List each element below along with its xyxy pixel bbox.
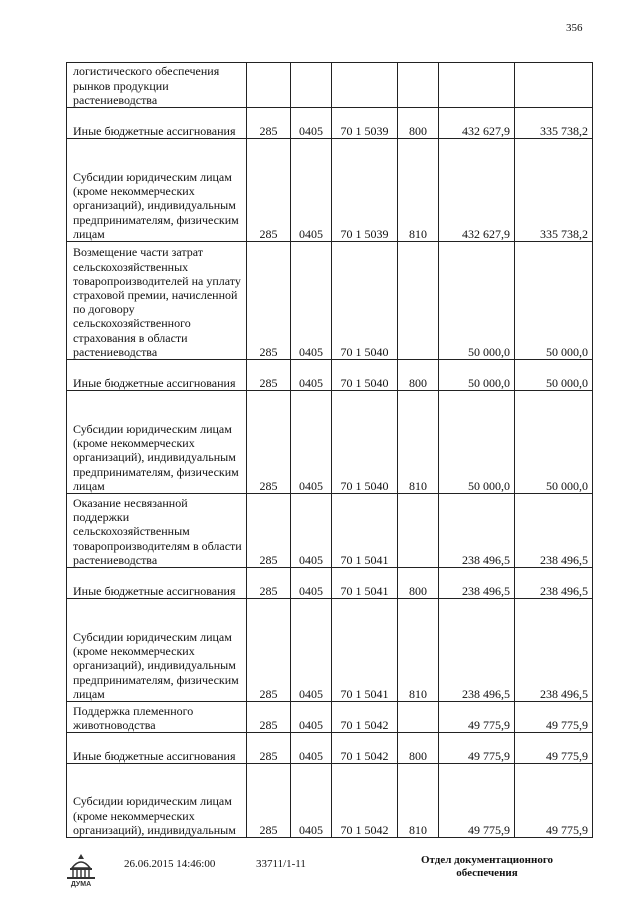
row-csr: 70 1 5040: [332, 242, 398, 360]
table-row: [67, 242, 593, 360]
row-ved: 285: [247, 108, 291, 139]
row-name: Иные бюджетные ассигнования: [67, 568, 247, 599]
row-ved: 285: [247, 599, 291, 702]
table-row: [67, 494, 593, 568]
row-rz: 0405: [291, 242, 332, 360]
duma-emblem-icon: [62, 852, 100, 888]
row-vr: 800: [398, 108, 439, 139]
row-ved: 285: [247, 360, 291, 391]
row-sum2: 335 738,2: [515, 139, 593, 242]
footer-department: Отдел документационного обеспечения: [420, 854, 554, 879]
row-ved: 285: [247, 242, 291, 360]
row-sum1: 49 775,9: [439, 733, 515, 764]
row-sum1: 50 000,0: [439, 360, 515, 391]
row-rz: 0405: [291, 391, 332, 494]
row-ved: 285: [247, 733, 291, 764]
row-name: Субсидии юридическим лицам (кроме некоммерческих организаций), индивидуальным предпринимателям, физическим лицам: [67, 599, 247, 702]
row-vr: [398, 242, 439, 360]
row-sum1: [439, 63, 515, 108]
row-name: логистического обеспечения рынков продукции растениеводства: [67, 63, 247, 108]
row-vr: [398, 494, 439, 568]
row-name: Оказание несвязанной поддержки сельскохозяйственным товаропроизводителям в области растениеводства: [67, 494, 247, 568]
row-sum1: 49 775,9: [439, 702, 515, 733]
row-sum2: 238 496,5: [515, 599, 593, 702]
footer-doc-code: 33711/1-11: [256, 858, 306, 870]
row-sum2: 49 775,9: [515, 733, 593, 764]
row-sum1: 238 496,5: [439, 599, 515, 702]
row-rz: 0405: [291, 568, 332, 599]
row-ved: 285: [247, 494, 291, 568]
row-vr: 810: [398, 764, 439, 838]
row-vr: 810: [398, 391, 439, 494]
budget-table: [66, 62, 593, 838]
row-rz: 0405: [291, 764, 332, 838]
emblem-text: ДУМА: [70, 881, 92, 888]
row-ved: 285: [247, 568, 291, 599]
row-rz: 0405: [291, 139, 332, 242]
row-csr: 70 1 5040: [332, 391, 398, 494]
row-ved: 285: [247, 139, 291, 242]
footer-datetime: 26.06.2015 14:46:00: [124, 858, 216, 870]
row-name: Субсидии юридическим лицам (кроме некоммерческих организаций), индивидуальным предпринимателям, физическим лицам: [67, 391, 247, 494]
row-sum2: 49 775,9: [515, 764, 593, 838]
row-rz: [291, 63, 332, 108]
row-sum2: 50 000,0: [515, 360, 593, 391]
row-sum1: 49 775,9: [439, 764, 515, 838]
row-name: Иные бюджетные ассигнования: [67, 108, 247, 139]
row-csr: 70 1 5042: [332, 733, 398, 764]
row-sum2: 238 496,5: [515, 568, 593, 599]
table-row: [67, 391, 593, 494]
table-row: [67, 139, 593, 242]
row-vr: 810: [398, 599, 439, 702]
row-vr: 800: [398, 360, 439, 391]
table-row: [67, 108, 593, 139]
row-ved: 285: [247, 702, 291, 733]
row-sum2: 50 000,0: [515, 391, 593, 494]
row-name: Субсидии юридическим лицам (кроме некоммерческих организаций), индивидуальным: [67, 764, 247, 838]
table-row: [67, 702, 593, 733]
row-csr: 70 1 5041: [332, 494, 398, 568]
row-rz: 0405: [291, 108, 332, 139]
row-csr: 70 1 5042: [332, 764, 398, 838]
row-name: Поддержка племенного животноводства: [67, 702, 247, 733]
row-sum2: [515, 63, 593, 108]
row-ved: [247, 63, 291, 108]
row-vr: 800: [398, 568, 439, 599]
table-row: [67, 63, 593, 108]
row-sum2: 335 738,2: [515, 108, 593, 139]
row-sum2: 49 775,9: [515, 702, 593, 733]
row-sum1: 50 000,0: [439, 242, 515, 360]
row-csr: 70 1 5040: [332, 360, 398, 391]
row-name: Субсидии юридическим лицам (кроме некоммерческих организаций), индивидуальным предпринимателям, физическим лицам: [67, 139, 247, 242]
row-rz: 0405: [291, 733, 332, 764]
table-row: [67, 599, 593, 702]
row-sum1: 238 496,5: [439, 568, 515, 599]
table-row: [67, 568, 593, 599]
table-row: [67, 733, 593, 764]
row-csr: 70 1 5042: [332, 702, 398, 733]
row-sum1: 432 627,9: [439, 139, 515, 242]
row-rz: 0405: [291, 494, 332, 568]
row-name: Иные бюджетные ассигнования: [67, 360, 247, 391]
row-vr: [398, 63, 439, 108]
row-rz: 0405: [291, 360, 332, 391]
row-name: Возмещение части затрат сельскохозяйственных товаропроизводителей на уплату страховой премии, начисленной по договору сельскохозяйственного страхования в области растениеводства: [67, 242, 247, 360]
row-rz: 0405: [291, 599, 332, 702]
row-csr: 70 1 5039: [332, 108, 398, 139]
row-rz: 0405: [291, 702, 332, 733]
row-sum1: 432 627,9: [439, 108, 515, 139]
page-number: 356: [566, 22, 583, 34]
table-row: [67, 764, 593, 838]
row-csr: [332, 63, 398, 108]
row-sum1: 238 496,5: [439, 494, 515, 568]
row-csr: 70 1 5039: [332, 139, 398, 242]
row-ved: 285: [247, 391, 291, 494]
row-csr: 70 1 5041: [332, 599, 398, 702]
row-vr: [398, 702, 439, 733]
row-vr: 800: [398, 733, 439, 764]
row-ved: 285: [247, 764, 291, 838]
table-row: [67, 360, 593, 391]
row-sum2: 50 000,0: [515, 242, 593, 360]
row-sum1: 50 000,0: [439, 391, 515, 494]
row-vr: 810: [398, 139, 439, 242]
row-name: Иные бюджетные ассигнования: [67, 733, 247, 764]
row-csr: 70 1 5041: [332, 568, 398, 599]
row-sum2: 238 496,5: [515, 494, 593, 568]
